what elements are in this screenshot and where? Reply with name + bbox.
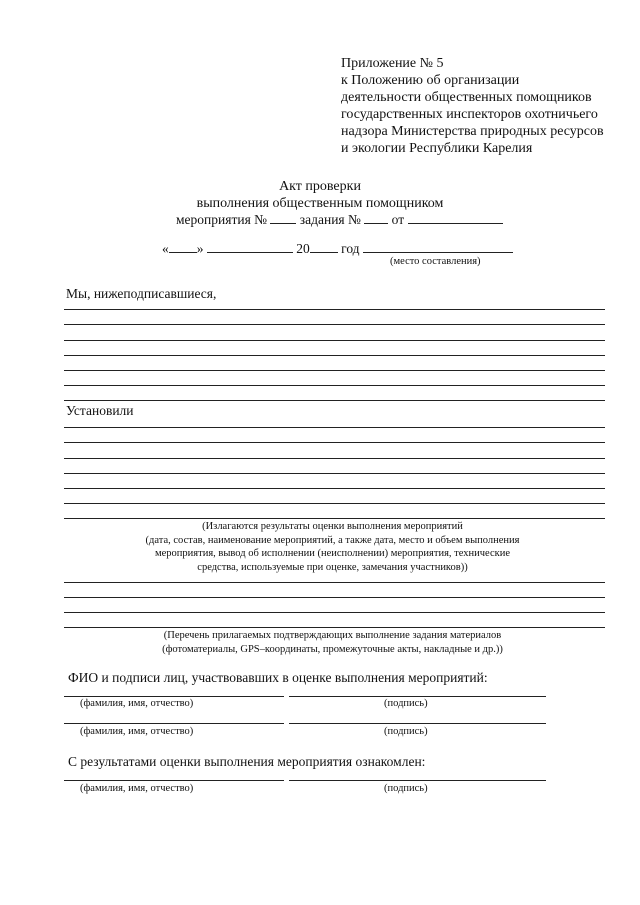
act-number-line — [176, 212, 503, 228]
established-line[interactable] — [64, 427, 605, 428]
attachments-note-line: (фотоматериалы, GPS–координаты, промежуточные акты, накладные и др.)) — [162, 643, 503, 655]
place-field[interactable] — [363, 241, 513, 253]
appendix-line: деятельности общественных помощников — [341, 90, 592, 105]
task-number-field[interactable] — [364, 212, 388, 224]
established-label: Установили — [66, 403, 134, 418]
attachments-line[interactable] — [64, 582, 605, 583]
acknowledged-heading: С результатами оценки выполнения мероприятия ознакомлен: — [68, 754, 426, 769]
established-line[interactable] — [64, 442, 605, 443]
signed-label: Мы, нижеподписавшиеся, — [66, 286, 217, 301]
year-suffix: год — [341, 241, 360, 256]
established-line[interactable] — [64, 458, 605, 459]
results-note-line: мероприятия, вывод об исполнении (неисполнении) мероприятия, технические — [155, 548, 510, 559]
place-caption: (место составления) — [390, 256, 481, 267]
results-note-line: (дата, состав, наименование мероприятий, а также дата, место и объем выполнения — [145, 534, 520, 546]
year-field[interactable] — [310, 241, 338, 253]
signed-line[interactable] — [64, 355, 605, 356]
attachments-note — [60, 629, 605, 656]
event-number-label: мероприятия № — [176, 212, 268, 227]
participant-fio-line[interactable] — [64, 696, 284, 697]
participant-sign-line[interactable] — [289, 723, 546, 724]
act-title: Акт проверки — [279, 179, 361, 194]
open-quote: « — [162, 241, 169, 256]
established-line[interactable] — [64, 503, 605, 504]
attachments-line[interactable] — [64, 627, 605, 628]
fio-caption: (фамилия, имя, отчество) — [80, 783, 194, 794]
established-line[interactable] — [64, 488, 605, 489]
signed-line[interactable] — [64, 385, 605, 386]
signed-line[interactable] — [64, 370, 605, 371]
established-line[interactable] — [64, 473, 605, 474]
signed-line[interactable] — [64, 400, 605, 401]
appendix-line: надзора Министерства природных ресурсов — [341, 124, 604, 139]
act-date-field[interactable] — [408, 212, 503, 224]
established-line[interactable] — [64, 518, 605, 519]
date-place-line — [162, 241, 513, 257]
sign-caption: (подпись) — [384, 726, 428, 737]
appendix-line: к Положению об организации — [341, 73, 520, 88]
appendix-line: Приложение № 5 — [341, 56, 444, 71]
appendix-line: государственных инспекторов охотничьего — [341, 107, 598, 122]
year-prefix: 20 — [296, 241, 310, 256]
participant-fio-line[interactable] — [64, 723, 284, 724]
fio-caption: (фамилия, имя, отчество) — [80, 726, 194, 737]
attachments-note-line: (Перечень прилагаемых подтверждающих выполнение задания материалов — [163, 630, 502, 641]
month-field[interactable] — [207, 241, 293, 253]
ack-sign-line[interactable] — [289, 780, 546, 781]
signed-line[interactable] — [64, 324, 605, 325]
from-label: от — [391, 212, 405, 227]
signed-line[interactable] — [64, 309, 605, 310]
results-note — [60, 520, 605, 574]
participants-heading: ФИО и подписи лиц, участвовавших в оценке выполнения мероприятий: — [68, 670, 488, 685]
signed-line[interactable] — [64, 340, 605, 341]
attachments-line[interactable] — [64, 597, 605, 598]
day-field[interactable] — [169, 241, 197, 253]
task-number-label: задания № — [299, 212, 361, 227]
participant-sign-line[interactable] — [289, 696, 546, 697]
fio-caption: (фамилия, имя, отчество) — [80, 698, 194, 709]
close-quote: » — [196, 241, 204, 256]
results-note-line: (Излагаются результаты оценки выполнения мероприятий — [202, 521, 463, 532]
attachments-line[interactable] — [64, 612, 605, 613]
event-number-field[interactable] — [270, 212, 296, 224]
sign-caption: (подпись) — [384, 698, 428, 709]
ack-fio-line[interactable] — [64, 780, 284, 781]
results-note-line: средства, используемые при оценке, замечания участников)) — [197, 561, 468, 573]
appendix-header — [341, 55, 604, 157]
appendix-line: и экологии Республики Карелия — [341, 141, 533, 156]
sign-caption: (подпись) — [384, 783, 428, 794]
act-subtitle: выполнения общественным помощником — [196, 196, 444, 211]
